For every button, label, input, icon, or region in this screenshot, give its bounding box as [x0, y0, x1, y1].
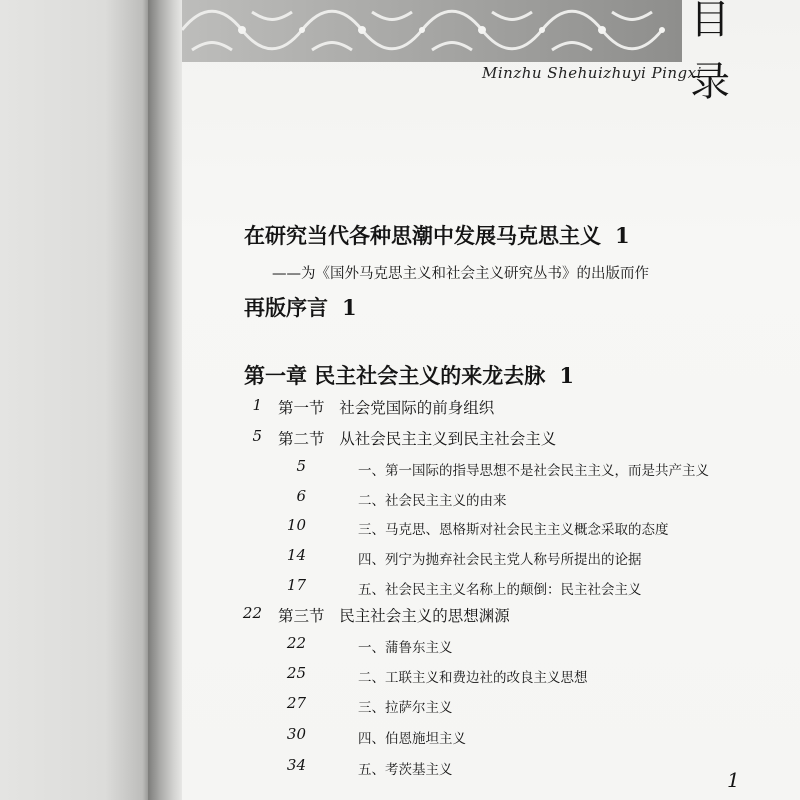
toc-page-number: 5	[296, 457, 306, 475]
toc-entry-page: 1	[342, 295, 357, 320]
toc-page	[182, 0, 800, 800]
toc-section	[278, 396, 494, 418]
toc-item: 四、列宁为抛弃社会民主党人称号所提出的论据	[358, 552, 642, 568]
toc-page-number: 17	[286, 576, 306, 594]
toc-entry-title: 在研究当代各种思潮中发展马克思主义	[244, 224, 601, 248]
toc-page-number: 1	[252, 396, 262, 414]
toc-item: 三、马克思、恩格斯对社会民主主义概念采取的态度	[358, 522, 669, 538]
toc-page-number: 22	[242, 604, 262, 622]
left-page-bleed-text	[10, 0, 32, 800]
decorative-header-ornament	[182, 0, 682, 62]
series-title: Minzhu Shehuizhuyi Pingxi	[482, 64, 702, 82]
toc-entry-page: 1	[559, 363, 574, 388]
toc-item: 一、第一国际的指导思想不是社会民主主义，而是共产主义	[358, 463, 709, 479]
page-folio: 1	[727, 768, 740, 792]
toc-page-number: 6	[296, 487, 306, 505]
toc-section	[278, 427, 556, 449]
toc-entry-title: 第一章 民主社会主义的来龙去脉	[244, 364, 546, 388]
toc-item: 二、工联主义和费边社的改良主义思想	[358, 670, 588, 686]
toc-item: 五、社会民主主义名称上的颠倒：民主社会主义	[358, 582, 642, 598]
section-label: 第一节	[278, 399, 325, 417]
toc-page-number: 30	[286, 725, 306, 743]
toc-section	[278, 604, 510, 626]
section-label: 第三节	[278, 607, 325, 625]
section-title: 民主社会主义的思想渊源	[339, 607, 510, 625]
toc-item: 一、蒲鲁东主义	[358, 640, 453, 656]
toc-item: 四、伯恩施坦主义	[358, 731, 466, 747]
toc-heading-char-1: 目	[690, 0, 730, 43]
toc-item: 二、社会民主主义的由来	[358, 493, 507, 509]
toc-page-number: 34	[286, 756, 306, 774]
toc-entry-page: 1	[615, 223, 630, 248]
toc-entry-reprint-preface	[244, 292, 357, 322]
toc-page-number: 14	[286, 546, 306, 564]
toc-item: 三、拉萨尔主义	[358, 700, 453, 716]
toc-entry-preface-series	[244, 220, 630, 250]
toc-page-number: 25	[286, 664, 306, 682]
toc-entry-title: 再版序言	[244, 296, 328, 320]
toc-page-number: 10	[286, 516, 306, 534]
toc-heading-char-2: 录	[690, 59, 730, 105]
toc-page-number: 22	[286, 634, 306, 652]
left-facing-page	[0, 0, 150, 800]
toc-entry-subtitle: ——为《国外马克思主义和社会主义研究丛书》的出版而作	[272, 266, 649, 282]
toc-entry-chapter-1	[244, 360, 574, 390]
toc-item: 五、考茨基主义	[358, 762, 453, 778]
toc-page-number: 5	[252, 427, 262, 445]
section-title: 从社会民主主义到民主社会主义	[339, 430, 557, 448]
section-label: 第二节	[278, 430, 325, 448]
section-title: 社会党国际的前身组织	[339, 399, 495, 417]
book-gutter	[148, 0, 182, 800]
toc-page-number: 27	[286, 694, 306, 712]
